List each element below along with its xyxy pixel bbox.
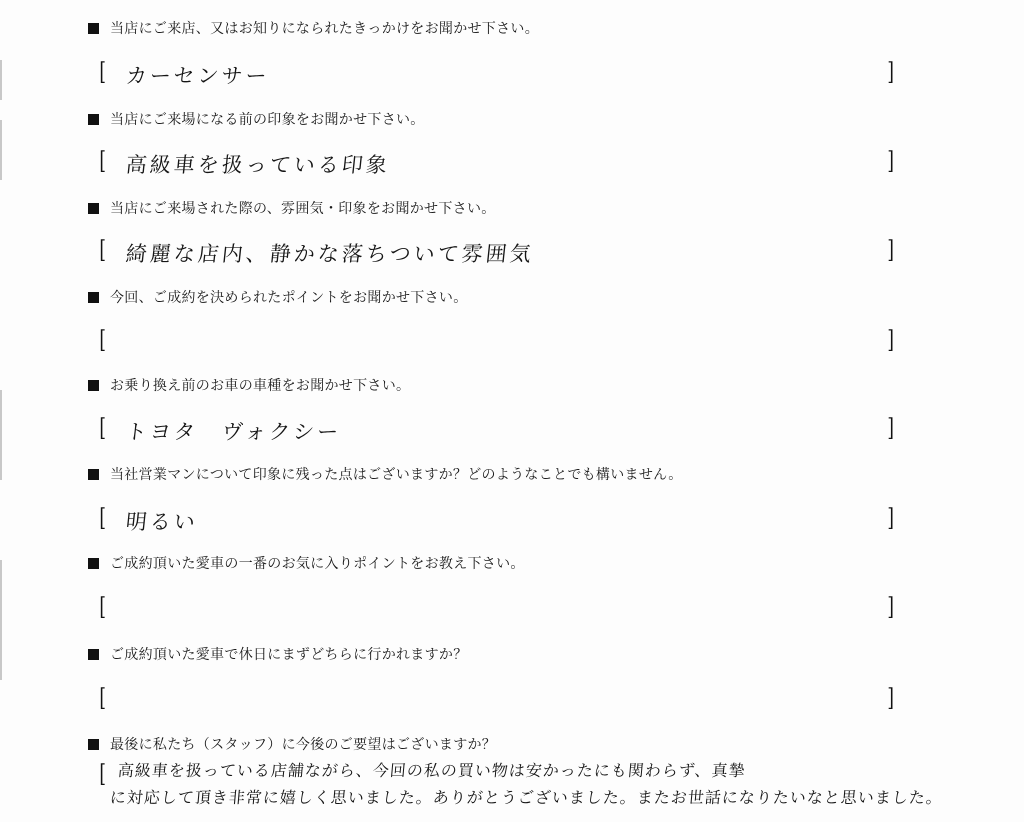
scan-edge-mark [0, 60, 2, 100]
square-bullet-icon [88, 469, 99, 480]
square-bullet-icon [88, 292, 99, 303]
open-bracket: [ [99, 326, 106, 354]
question-2 [88, 109, 425, 129]
question-1 [88, 18, 539, 38]
scan-edge-mark [0, 560, 2, 680]
open-bracket: [ [99, 236, 106, 264]
open-bracket: [ [99, 58, 106, 86]
question-text: 今回、ご成約を決められたポイントをお聞かせ下さい。 [110, 290, 468, 306]
question-text: ご成約頂いた愛車の一番のお気に入りポイントをお教え下さい。 [110, 556, 525, 572]
square-bullet-icon [88, 114, 99, 125]
close-bracket: ] [887, 236, 894, 264]
handwritten-answer: 明るい [124, 510, 200, 534]
square-bullet-icon [88, 558, 99, 569]
handwritten-answer-line-1: 高級車を扱っている店舗ながら、今回の私の買い物は安かったにも関わらず、真摯 [117, 761, 747, 780]
question-8 [88, 644, 468, 664]
open-bracket: [ [99, 593, 106, 621]
handwritten-answer: 高級車を扱っている印象 [124, 153, 392, 177]
square-bullet-icon [88, 23, 99, 34]
open-bracket: [ [99, 414, 106, 442]
handwritten-answer: トヨタ ヴォクシー [124, 420, 343, 444]
open-bracket: [ [99, 504, 106, 532]
question-text: お乗り換え前のお車の車種をお聞かせ下さい。 [110, 378, 411, 394]
scan-edge-mark [0, 120, 2, 180]
question-9 [88, 734, 496, 754]
close-bracket: ] [887, 58, 894, 86]
handwritten-answer-line-2: に対応して頂き非常に嬉しく思いました。ありがとうございました。またお世話になりたいなと思いました。 [109, 788, 944, 807]
square-bullet-icon [88, 649, 99, 660]
question-3 [88, 198, 496, 218]
handwritten-answer: 綺麗な店内、静かな落ちついて雰囲気 [124, 242, 535, 266]
close-bracket: ] [887, 326, 894, 354]
question-4 [88, 287, 468, 307]
question-6 [88, 464, 683, 484]
question-7 [88, 553, 525, 573]
question-text: 当店にご来店、又はお知りになられたきっかけをお聞かせ下さい。 [110, 21, 539, 37]
question-text: 当店にご来場になる前の印象をお聞かせ下さい。 [110, 112, 425, 128]
question-text: 最後に私たち（スタッフ）に今後のご要望はございますか？ [110, 737, 497, 753]
close-bracket: ] [887, 414, 894, 442]
open-bracket: [ [99, 147, 106, 175]
open-bracket: [ [99, 760, 106, 788]
close-bracket: ] [887, 684, 894, 712]
scan-edge-mark [0, 390, 2, 480]
question-5 [88, 375, 410, 395]
question-text: 当店にご来場された際の、雰囲気・印象をお聞かせ下さい。 [110, 201, 496, 217]
question-text: 当社営業マンについて印象に残った点はございますか？どのようなことでも構いません。 [110, 467, 683, 483]
close-bracket: ] [887, 147, 894, 175]
square-bullet-icon [88, 203, 99, 214]
open-bracket: [ [99, 684, 106, 712]
question-text: ご成約頂いた愛車で休日にまずどちらに行かれますか？ [110, 647, 468, 663]
close-bracket: ] [887, 593, 894, 621]
square-bullet-icon [88, 380, 99, 391]
close-bracket: ] [887, 504, 894, 532]
square-bullet-icon [88, 739, 99, 750]
handwritten-answer: カーセンサー [124, 64, 271, 88]
